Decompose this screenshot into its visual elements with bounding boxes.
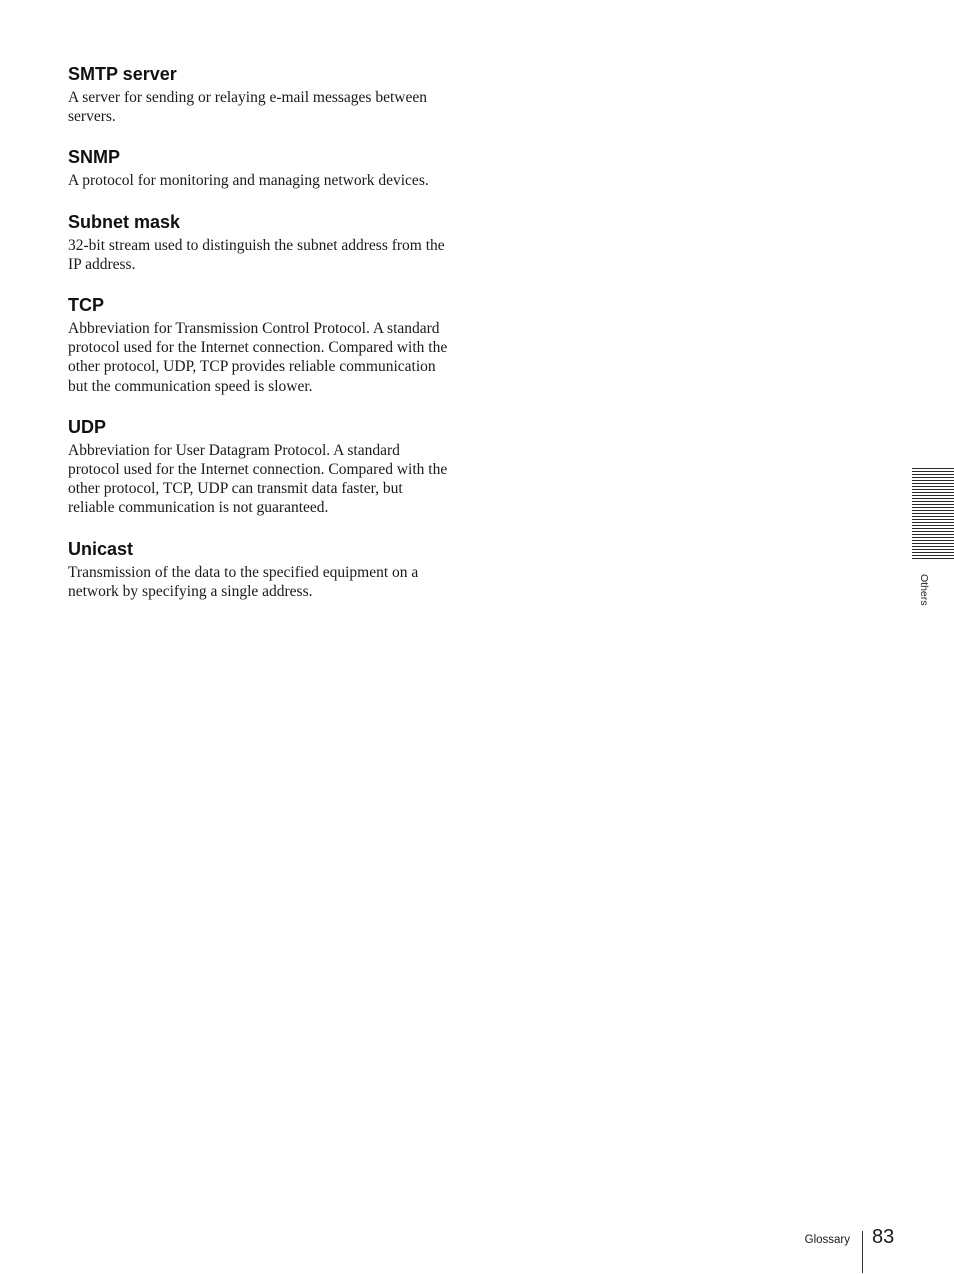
term-heading: Subnet mask — [68, 211, 181, 232]
term-heading: Unicast — [68, 538, 134, 559]
term-definition: A protocol for monitoring and managing network devices. — [68, 172, 429, 190]
term-heading: SMTP server — [68, 64, 177, 84]
page-number: 83 — [872, 1226, 895, 1248]
section-tab-stripes — [912, 468, 954, 560]
term-definition: A server for sending or relaying e-mail messages between servers. — [68, 89, 427, 126]
glossary-entry-subnet-mask — [68, 211, 448, 274]
term-definition: Abbreviation for User Datagram Protocol. A standard protocol used for the Internet connection. Compared with the other protocol, TCP, UDP can transmit data faster, but reliable communication is not guaranteed. — [68, 441, 448, 517]
glossary-entry-udp — [68, 416, 448, 518]
section-tab-label: Others — [918, 574, 930, 606]
glossary-entry-tcp — [68, 294, 448, 396]
glossary-list — [68, 63, 448, 621]
glossary-entry-snmp — [68, 146, 448, 190]
footer-divider — [862, 1231, 863, 1273]
term-heading: UDP — [68, 416, 107, 437]
term-definition: Transmission of the data to the specified equipment on a network by specifying a single address. — [68, 563, 419, 600]
footer-section-name: Glossary — [804, 1234, 850, 1246]
term-definition: Abbreviation for Transmission Control Protocol. A standard protocol used for the Internet connection. Compared with the other protocol, UDP, TCP provides reliable communication but the communication speed is slower. — [68, 320, 448, 395]
term-definition: 32-bit stream used to distinguish the subnet address from the IP address. — [68, 236, 445, 273]
glossary-entry-unicast — [68, 538, 448, 601]
term-heading: TCP — [68, 295, 104, 316]
glossary-entry-smtp-server — [68, 63, 448, 126]
term-heading: SNMP — [68, 147, 121, 168]
